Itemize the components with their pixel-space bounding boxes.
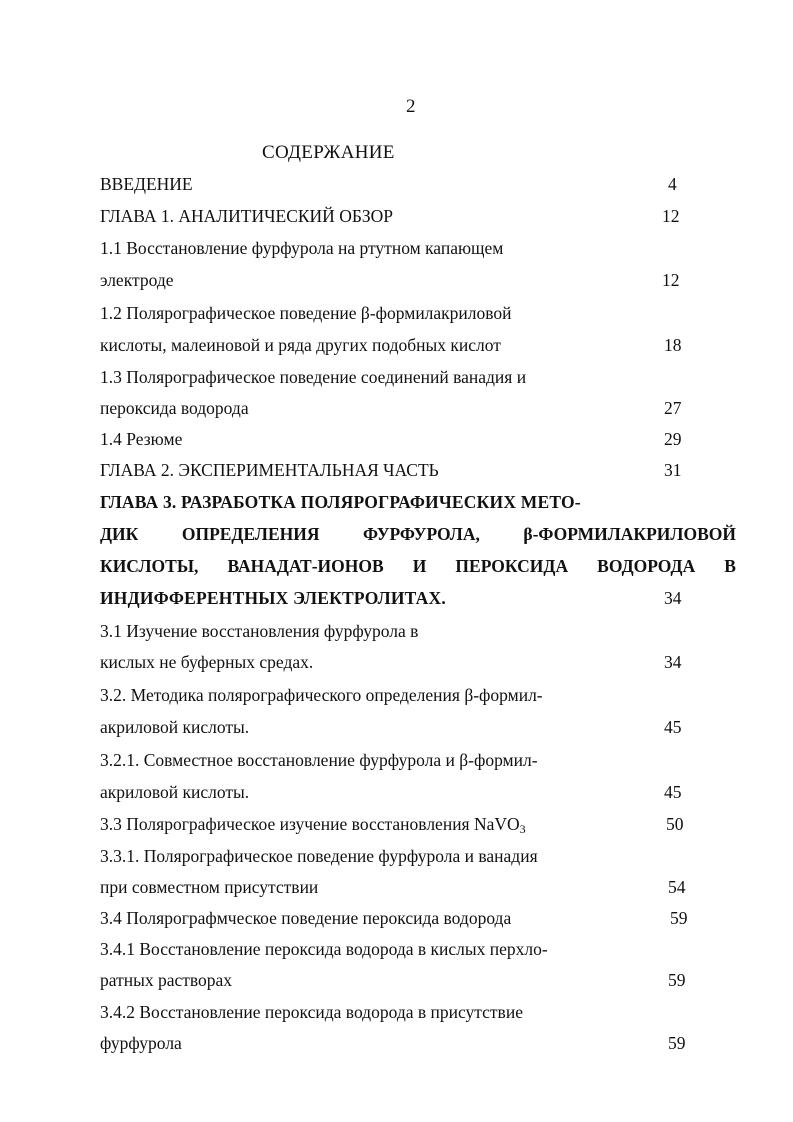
toc-entry-3-2-line2: акриловой кислоты. (100, 717, 250, 737)
toc-entry-3-4-2-line2: фурфурола (100, 1033, 182, 1053)
toc-entry-3-3-subscript: 3 (519, 822, 526, 836)
toc-entry-1-2-line1: 1.2 Полярографическое поведение β-формилакриловой (100, 303, 512, 323)
toc-entry-chapter-1: ГЛАВА 1. АНАЛИТИЧЕСКИЙ ОБЗОР (100, 206, 394, 226)
toc-entry-chapter-3-line3 (100, 556, 736, 577)
toc-page-3-2: 45 (664, 717, 682, 737)
toc-entry-3-4-2-line1: 3.4.2 Восстановление пероксида водорода в присутствие (100, 1002, 523, 1022)
toc-entry-3-2-1-line1: 3.2.1. Совместное восстановление фурфурола и β-формил- (100, 750, 538, 770)
toc-entry-3-1-line1: 3.1 Изучение восстановления фурфурола в (100, 621, 419, 641)
toc-entry-3-4: 3.4 Полярографмческое поведение пероксида водорода (100, 908, 512, 928)
toc-entry-3-2-1-line2: акриловой кислоты. (100, 782, 250, 802)
toc-page-1-4: 29 (664, 429, 682, 449)
toc-entry-3-1-line2: кислых не буферных средах. (100, 652, 314, 672)
toc-page-3-2-1: 45 (664, 782, 682, 802)
toc-entry-chapter-3-line2 (100, 524, 736, 545)
toc-page-3-1: 34 (664, 652, 682, 672)
page-title: СОДЕРЖАНИЕ (262, 142, 395, 163)
toc-page-1-1: 12 (662, 270, 680, 290)
toc-page-1-3: 27 (664, 398, 682, 418)
ch3-word: ФУРФУРОЛА, (363, 524, 480, 544)
toc-page-chapter-1: 12 (662, 206, 680, 226)
toc-entry-1-1-line1: 1.1 Восстановление фурфурола на ртутном капающем (100, 238, 504, 258)
toc-entry-3-4-1-line2: ратных растворах (100, 970, 233, 990)
toc-entry-1-3-line1: 1.3 Полярографическое поведение соединений ванадия и (100, 367, 527, 387)
ch3-word: КИСЛОТЫ, (100, 556, 199, 576)
toc-page-1-2: 18 (664, 335, 682, 355)
toc-entry-3-3-1-line2: при совместном присутствии (100, 877, 319, 897)
page-number: 2 (406, 96, 416, 117)
toc-entry-3-2-line1: 3.2. Методика полярографического определения β-формил- (100, 685, 543, 705)
toc-page-chapter-2: 31 (664, 460, 682, 480)
ch3-word: ОПРЕДЕЛЕНИЯ (181, 524, 320, 544)
ch3-word: И (412, 556, 427, 576)
toc-entry-intro: ВВЕДЕНИЕ (100, 174, 193, 194)
toc-entry-chapter-3-line4: ИНДИФФЕРЕНТНЫХ ЭЛЕКТРОЛИТАХ. (100, 588, 446, 608)
ch3-word: В (724, 556, 736, 576)
toc-entry-3-3 (100, 814, 526, 837)
toc-entry-3-3-text: 3.3 Полярографическое изучение восстановления NaVO (100, 814, 520, 834)
ch3-word: ВАНАДАТ-ИОНОВ (227, 556, 384, 576)
toc-entry-1-4: 1.4 Резюме (100, 429, 183, 449)
toc-page-intro: 4 (668, 174, 677, 194)
toc-entry-3-3-1-line1: 3.3.1. Полярографическое поведение фурфурола и ванадия (100, 846, 538, 866)
toc-entry-1-1-line2: электроде (100, 270, 174, 290)
toc-page-3-4-2: 59 (668, 1033, 686, 1053)
toc-page-3-3: 50 (666, 814, 684, 834)
toc-page-chapter-3: 34 (664, 588, 682, 608)
ch3-word: ВОДОРОДА (597, 556, 696, 576)
toc-entry-chapter-2: ГЛАВА 2. ЭКСПЕРИМЕНТАЛЬНАЯ ЧАСТЬ (100, 460, 439, 480)
toc-entry-3-4-1-line1: 3.4.1 Восстановление пероксида водорода в кислых перхло- (100, 939, 548, 959)
toc-page-3-3-1: 54 (668, 877, 686, 897)
toc-entry-chapter-3-line1: ГЛАВА 3. РАЗРАБОТКА ПОЛЯРОГРАФИЧЕСКИХ МЕТО- (100, 492, 581, 512)
toc-page-3-4-1: 59 (668, 970, 686, 990)
ch3-word: ДИК (100, 524, 139, 544)
toc-entry-1-2-line2: кислоты, малеиновой и ряда других подобных кислот (100, 335, 501, 355)
ch3-word: β-ФОРМИЛАКРИЛОВОЙ (523, 524, 736, 544)
ch3-word: ПЕРОКСИДА (455, 556, 569, 576)
toc-entry-1-3-line2: пероксида водорода (100, 398, 249, 418)
toc-page-3-4: 59 (670, 908, 688, 928)
